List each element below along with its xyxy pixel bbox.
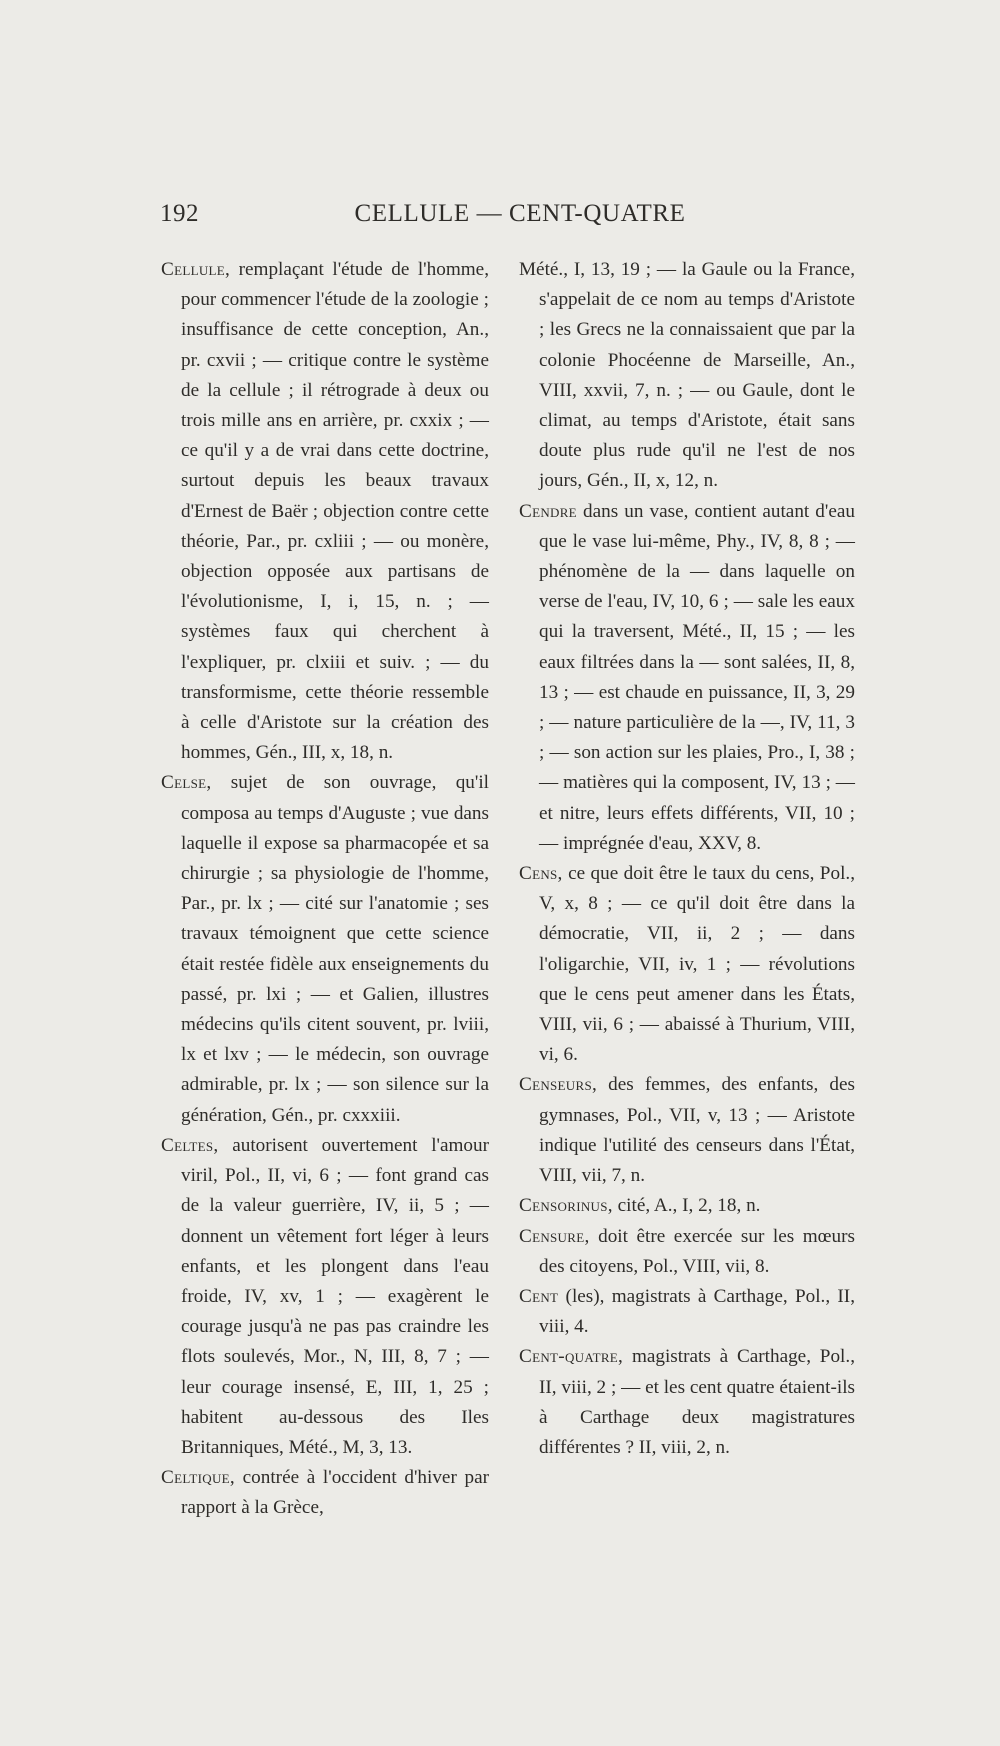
entry-text: magistrats à Carthage, Pol., II, viii, 2 ; — et les cent quatre étaient-ils à Carthage deux magistratures différentes ? II, viii, 2, n. [539,1346,855,1458]
page-header [160,200,840,236]
entry-text: dans un vase, contient autant d'eau que le vase lui-même, Phy., IV, 8, 8 ; — phénomène de la — dans laquelle on verse de l'eau, IV, 10, 6 ; — sale les eaux qui la traversent, Mété., II, 15 ; — les eaux filtrées dans la — sont salées, II, 8, 13 ; — est chaude en puissance, II, 3, 29 ; — nature particulière de la —, IV, 11, 3 ; — son action sur les plaies, Pro., I, 38 ; — matières qui la composent, IV, 13 ; — et nitre, leurs effets différents, VII, 10 ; — imprégnée d'eau, XXV, 8. [539,500,855,854]
entry-text: remplaçant l'étude de l'homme, pour commencer l'étude de la zoologie ; insuffisance de cette conception, An., pr. cxvii ; — critique contre le système de la cellule ; il rétrograde à deux ou trois mille ans en arrière, pr. cxxix ; — ce qu'il y a de vrai dans cette doctrine, surtout depuis les beaux travaux d'Ernest de Baër ; objection contre cette théorie, Par., pr. cxliii ; — ou monère, objection opposée aux partisans de l'évolutionisme, I, i, 15, n. ; — systèmes faux qui cherchent à l'expliquer, pr. clxiii et suiv. ; — du transformisme, cette théorie ressemble à celle d'Aristote sur la création des hommes, Gén., III, x, 18, n. [181,259,489,764]
index-entry [519,859,855,1070]
index-entry [519,497,855,859]
index-entry-continued [519,255,855,497]
headword: Cens, [519,863,563,885]
entry-text: (les), magistrats à Carthage, Pol., II, viii, 4. [539,1285,855,1338]
right-column [519,255,855,1463]
index-entry [519,1342,855,1463]
entry-text: ce que doit être le taux du cens, Pol., V, x, 8 ; — ce qu'il doit être dans la démocratie, VII, ii, 2 ; — dans l'oligarchie, VII, iv, 1 ; — révolutions que le cens peut amener dans les États, VIII, vii, 6 ; — abaissé à Thurium, VIII, vi, 6. [539,863,855,1066]
index-entry [519,1191,855,1221]
page-number: 192 [160,200,199,227]
headword: Cendre [519,500,577,522]
headword: Cent-quatre, [519,1346,624,1368]
entry-text: cité, A., I, 2, 18, n. [612,1195,761,1217]
entry-text: contrée à l'occident d'hiver par rapport à la Grèce, [181,1467,489,1519]
headword: Cent [519,1285,559,1307]
entry-text: des femmes, des enfants, des gymnases, Pol., VII, v, 13 ; — Aristote indique l'utilité des censeurs dans l'État, VIII, vii, 7, n. [539,1074,855,1187]
index-entry [161,1131,489,1463]
entry-text: autorisent ouvertement l'amour viril, Pol., II, vi, 6 ; — font grand cas de la valeur guerrière, IV, ii, 5 ; — donnent un vêtement fort léger à leurs enfants, et les plongent dans l'eau froide, IV, xv, 1 ; — exagèrent le courage jusqu'à ne pas pas craindre les flots soulevés, Mor., N, III, 8, 7 ; — leur courage insensé, E, III, 1, 25 ; habitent au-dessous des Iles Britanniques, Mété., M, 3, 13. [181,1134,489,1458]
headword: Cellule, [161,259,231,280]
headword: Celse, [161,772,212,794]
index-entry [519,1222,855,1282]
index-entry [161,768,489,1130]
running-title: CELLULE — CENT-QUATRE [354,200,686,227]
headword: Censure, [519,1225,590,1247]
left-column [161,255,489,1524]
headword: Celtique, [161,1467,235,1489]
index-entry [519,1070,855,1191]
entry-text: doit être exercée sur les mœurs des citoyens, Pol., VIII, vii, 8. [539,1225,855,1277]
index-entry [161,1463,489,1523]
headword: Censorinus, [519,1195,613,1217]
headword: Censeurs, [519,1074,598,1096]
index-entry [161,255,489,768]
entry-text: sujet de son ouvrage, qu'il composa au temps d'Auguste ; vue dans laquelle il expose sa pharmacopée et sa chirurgie ; sa physiologie de l'homme, Par., pr. lx ; — cité sur l'anatomie ; ses travaux témoignent que cette science était restée fidèle aux enseignements du passé, pr. lxi ; — et Galien, illustres médecins qu'ils citent souvent, pr. lviii, lx et lxv ; — le médecin, son ouvrage admirable, pr. lx ; — son silence sur la génération, Gén., pr. cxxxiii. [181,772,489,1126]
index-entry [519,1282,855,1342]
headword: Celtes, [161,1134,219,1156]
entry-text: Mété., I, 13, 19 ; — la Gaule ou la France, s'appelait de ce nom au temps d'Aristote ; les Grecs ne la connaissaient que par la colonie Phocéenne de Marseille, An., VIII, xxvii, 7, n. ; — ou Gaule, dont le climat, au temps d'Aristote, était sans doute plus rude qu'il ne l'est de nos jours, Gén., II, x, 12, n. [519,259,855,492]
